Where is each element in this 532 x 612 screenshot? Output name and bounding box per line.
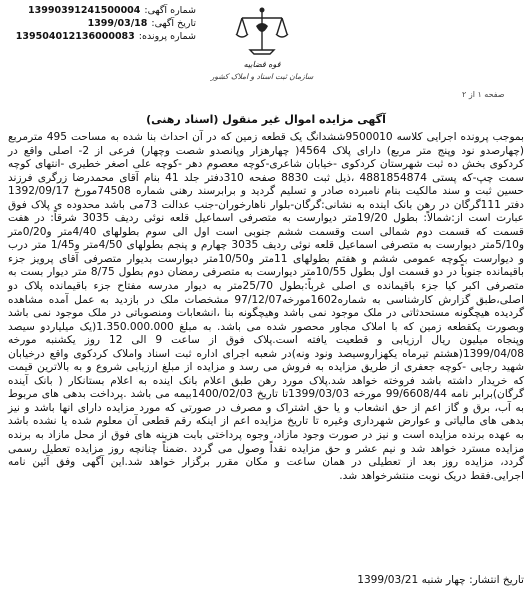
notice-date: 1399/03/18 xyxy=(87,18,148,29)
logo-title: قوه قضاییه xyxy=(243,60,281,69)
publication-date: تاریخ انتشار: چهار شنبه 1399/03/21 xyxy=(357,574,524,586)
file-number: 139504012136000083 xyxy=(15,31,135,42)
notice-date-row xyxy=(36,17,196,30)
notice-body: بموجب پرونده اجرایی کلاسه 9500010ششدانگ یک قطعه زمین که در آن احداث بنا شده به مساحت 495 مترمربع (چهارصدو نود وپنج متر مربع) دارای پلاک 4564( چهارهزار وپانصدو شصت وچهار) فرعی از 2- اصلی واقع در کردکوی بخش ده ثبت شهرستان کردکوی -خیابان شاعری-کوچه معصوم دهر -کوچه علی اصغر خطیری -انتهای کوچه سمت چپ-که پستی 4881854874 ،ذیل ثبت 8830 صفحه 310دفتر جلد 41 بنام آقای محمدرضا زرگری فرزند حسین ثبت و سند مالکیت بنام نامبرده صادر و تسلیم گردید و برابرسند رهنی شماره 74508مورخ 1392/09/17 دفتر 111گرگان در رهن بانک اینده به نشانی:گرگان-بلوار ناهارخوران-جنب عدالت 73می باشد محدوده ی پلاک فوق عبارت است از:شمالاً: بطول 19/20متر دیوارست به متصرفی اسماعیل قلعه نوئی ردیف 3035 شرقاً: در هفت قسمت که قسمت دوم شمالی است وقسمت ششم جنوبی است اول الی سوم بطولهای 4/40متر و0/20متر و5/10متر دیوارست به متصرفی اسماعیل قلعه نوئی ردیف 3035 چهارم و پنجم بطولهای 4/50متر و1/45 متر درب و دیوارست بکوچه عمومی ششم و هفتم بطولهای 11متر و10/50متر دیوارست بدیوار متصرفی آقای پرویز جزء باقیمانده جنوباً در دو قسمت اول بطول 10/55متر دیوارست به متصرفی رمضان دوم بطول 8/75 متر دیوار بست به متصرفی اکبر کیا جزء باقیمانده ی اصلی غرباً:بطول 25/70متر به دیوار مدرسه مفتاح جزء باقیمانده پلاک دو اصلی،طبق گزارش کارشناسی به شماره1602مورخه97/12/07 مشخصات ملک در بازدید به عمل آمده مشاهده گردیده هیچگونه مستحدثاتی در ملک موجود نمی باشد وهیچگونه بنا ،انشعابات ومنصوباتی در ملک موجود نمی باشد وبصورت یکقطعه زمین که با املاک مجاور محصور شده می باشد. به مبلغ 1.350.000.000(یک میلیاردو سیصد وپنجاه میلیون ریال ارزیابی و قطعیت یافته است.پلاک فوق از ساعت 9 الی 12 روز یکشنبه مورخه 1399/04/08(هشتم تیرماه یکهزاروسیصد ونود ونه)در شعبه اجرای اداره ثبت اسناد واملاک کردکوی واقع درخیابان شهید رجایی -کوچه جعفری از طریق مزایده به فروش می رسد و مزایده از مبلغ ارزیابی شروع و به بالاترین قیمت که خریدار داشته باشد فروخته خواهد شد.پلاک مورد رهن طبق اعلام بانک اینده به اعلام بستانکار ( بانک آینده گرگان)برابر نامه 99/6608/44 مورخه 1399/03/03تا تاریخ 1400/02/03بیمه می باشد .پرداخت بدهی های مربوط به آب، برق و گاز اعم از حق انشعاب و یا حق اشتراک و مصرف در صورتی که مورد مزایده دارای انها باشد و نیز بدهی های مالیاتی و عوارض شهرداری وغیره تا تاریخ مزایده اعم از اینکه رقم قطعی آن معلوم شده یا نشده باشد به عهده برنده مزایده است و نیز در صورت وجود مازاد، وجوه پرداختی بابت هزینه های فوق از محل مازاد به برنده مزایده مسترد خواهد شد و نیم عشر و حق مزایده نقداً وصول می گردد .ضمناً چنانچه روز مزایده تعطیل رسمی گردد، مزایده روز بعد از تعطیلی در همان ساعت و مکان مقرر برگزار خواهد شد.این آگهی وفق آئین نامه اجرایی.فقط دریک نوبت منتشرخواهد شد. xyxy=(8,131,525,482)
logo-subtitle: سازمان ثبت اسناد و املاک کشور xyxy=(210,72,314,81)
notice-title: آگهی مزایده اموال غیر منقول (اسناد رهنی) xyxy=(146,113,386,126)
notice-date-label: تاریخ آگهی: xyxy=(151,18,196,29)
notice-number: 13990391241500004 xyxy=(28,5,141,16)
notice-number-label: شماره آگهی: xyxy=(144,5,196,16)
notice-number-row xyxy=(28,4,196,17)
notice-meta xyxy=(15,4,196,43)
file-number-label: شماره پرونده: xyxy=(138,31,196,42)
judiciary-emblem-icon xyxy=(232,6,292,58)
file-number-row xyxy=(15,30,196,43)
notice-header xyxy=(0,0,532,99)
page-number: صفحه ۱ از ۲ xyxy=(462,90,505,99)
